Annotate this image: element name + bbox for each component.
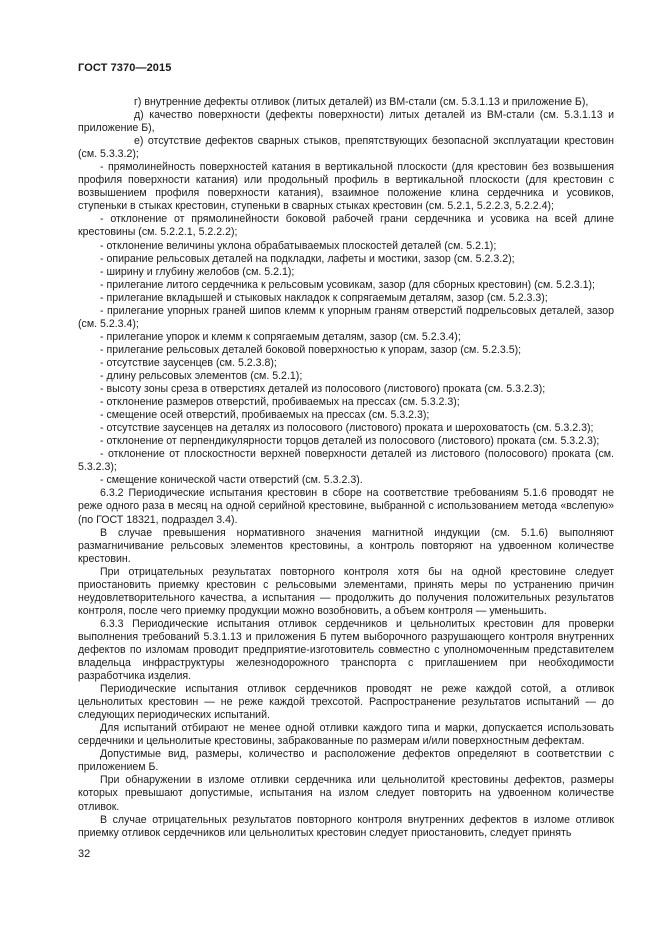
paragraph-item-d: д) качество поверхности (дефекты поверхности) литых деталей из ВМ-стали (см. 5.3.1.13 и приложение Б),: [78, 109, 614, 135]
page-number: 32: [78, 848, 91, 860]
list-item: - прилегание рельсовых деталей боковой поверхностью к упорам, зазор (см. 5.2.3.5);: [100, 343, 522, 356]
paragraph: Для испытаний отбирают не менее одной отливки каждого типа и марки, допускается использовать сердечники и цельнолитые крестовины, забракованные по размерам и/или поверхностным дефектам.: [78, 722, 614, 748]
list-item: - отклонение от плоскостности верхней поверхности деталей из листового (полосового) проката (см. 5.3.2.3);: [78, 448, 614, 474]
paragraph-item-e: е) отсутствие дефектов сварных стыков, препятствующих безопасной эксплуатации крестовин (см. 5.3.3.2);: [78, 135, 614, 161]
list-item: - смещение осей отверстий, пробиваемых на прессах (см. 5.3.2.3);: [100, 409, 430, 422]
list-item: - опирание рельсовых деталей на подкладки, лафеты и мостики, зазор (см. 5.2.3.2);: [100, 252, 515, 265]
list-item: - прилегание упорок и клемм к сопрягаемым деталям, зазор (см. 5.2.3.4);: [100, 330, 461, 343]
list-item: - ширину и глубину желобов (см. 5.2.1);: [100, 265, 295, 278]
standard-code-header: ГОСТ 7370—2015: [78, 62, 172, 74]
list-item: - длину рельсовых элементов (см. 5.2.1);: [100, 369, 303, 382]
paragraph-item-g: г) внутренние дефекты отливок (литых деталей) из ВМ-стали (см. 5.3.1.13 и приложение Б),: [134, 96, 589, 108]
list-item: - смещение конической части отверстий (см. 5.3.2.3).: [100, 474, 363, 487]
list-item: - прилегание упорных граней шипов клемм к упорным граням отверстий подрельсовых деталей, зазор (см. 5.2.3.4);: [78, 304, 614, 330]
document-body: [78, 96, 614, 840]
list-item: - отклонение размеров отверстий, пробиваемых на прессах (см. 5.3.2.3);: [100, 396, 460, 409]
clause-6-3-3: 6.3.3 Периодические испытания отливок сердечников и цельнолитых крестовин для проверки выполнения требований 5.3.1.13 и приложения Б путем выборочного разрушающего контроля внутренних дефектов по изломам проводит предприятие-изготовитель совместно с уполномоченным представителем владельца инфраструктуры железнодорожного транспорта с приглашением при необходимости разработчика изделия.: [78, 617, 614, 683]
paragraph: Периодические испытания отливок сердечников проводят не реже каждой сотой, а отливок цельнолитых крестовин — не реже каждой трехсотой. Распространение результатов испытаний — до следующих периодических испытаний.: [78, 683, 614, 722]
list-item: - отсутствие заусенцев (см. 5.2.3.8);: [100, 356, 277, 369]
list-item: - отсутствие заусенцев на деталях из полосового (листового) проката и шероховатость (см. 5.3.2.3);: [100, 422, 594, 435]
list-item: - отклонение от перпендикулярности торцов деталей из полосового (листового) проката (см. 5.3.2.3);: [100, 435, 600, 448]
list-item: - прилегание литого сердечника к рельсовым усовикам, зазор (для сборных крестовин) (см. 5.2.3.1);: [100, 278, 595, 291]
paragraph: В случае отрицательных результатов повторного контроля внутренних дефектов в изломе отливок приемку отливок сердечников или цельнолитых крестовин следует приостановить, следует принять: [78, 813, 614, 839]
clause-6-3-2: 6.3.2 Периодические испытания крестовин в сборе на соответствие требованиям 5.1.6 проводят не реже одного раза в месяц на одной серийной крестовине, выбранной с использованием метода «вслепую» (по ГОСТ 18321, подраздел 3.4).: [78, 487, 614, 526]
list-item: - прямолинейность поверхностей катания в вертикальной плоскости (для крестовин без возвышения профиля поверхности катания) или продольный профиль в вертикальной плоскости (для крестовин с возвышением профиля поверхности катания), взаимное положение клина сердечника и усовиков, ступеньки в стыках крестовин, ступеньки в сварных стыках крестовин (см. 5.2.1, 5.2.2.3, 5.2.2.4);: [78, 161, 614, 213]
paragraph: При отрицательных результатах повторного контроля хотя бы на одной крестовине следует приостановить приемку крестовин с рельсовыми элементами, принять меры по устранению причин неудовлетворительного качества, а испытания — продолжить до получения положительных результатов контроля, после чего приемку продукции можно возобновить, а объем контроля — уменьшить.: [78, 565, 614, 617]
list-item: - прилегание вкладышей и стыковых накладок к сопрягаемым деталям, зазор (см. 5.2.3.3);: [100, 291, 548, 304]
paragraph: В случае превышения нормативного значения магнитной индукции (см. 5.1.6) выполняют размагничивание рельсовых элементов крестовины, а контроль повторяют на удвоенном количестве крестовин.: [78, 526, 614, 565]
list-item: - отклонение величины уклона обрабатываемых плоскостей деталей (см. 5.2.1);: [100, 239, 497, 252]
paragraph: При обнаружении в изломе отливки сердечника или цельнолитой крестовины дефектов, размеры которых превышают допустимые, испытания на излом следует повторить на удвоенном количестве отливок.: [78, 774, 614, 813]
paragraph: Допустимые вид, размеры, количество и расположение дефектов определяют в соответствии с приложением Б.: [78, 748, 614, 774]
list-item: - отклонение от прямолинейности боковой рабочей грани сердечника и усовика на всей длине крестовины (см. 5.2.2.1, 5.2.2.2);: [78, 213, 614, 239]
list-item: - высоту зоны среза в отверстиях деталей из полосового (листового) проката (см. 5.3.2.3);: [100, 383, 546, 396]
